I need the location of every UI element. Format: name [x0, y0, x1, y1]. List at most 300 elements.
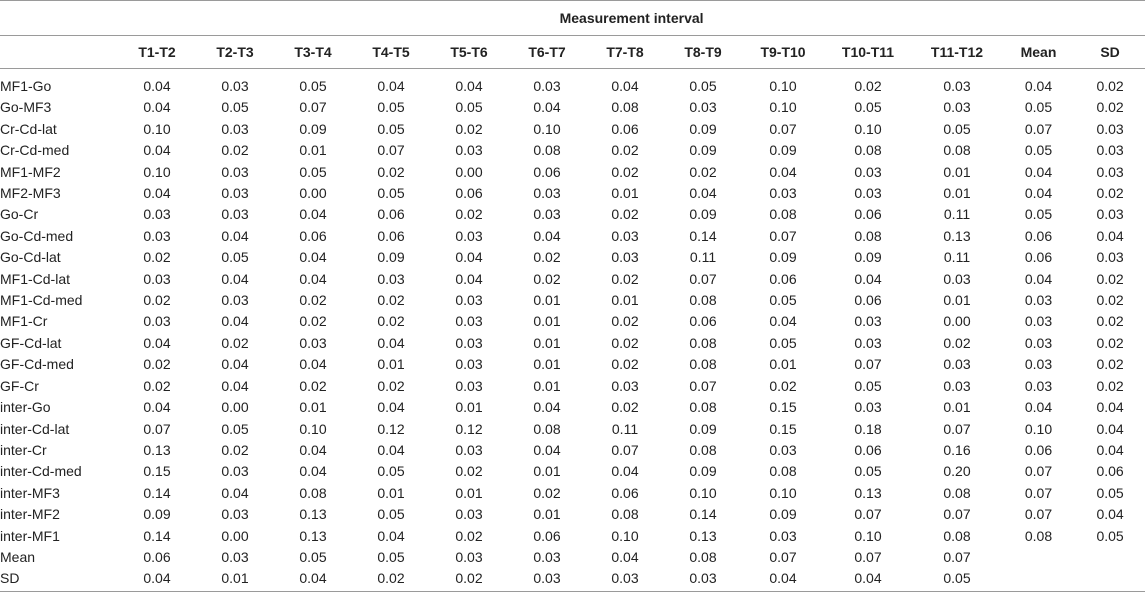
table-cell: 0.03 [143, 313, 171, 330]
table-cell: 0.01 [611, 185, 639, 202]
table-cell: 0.01 [769, 356, 797, 373]
table-cell: 0.06 [611, 120, 639, 137]
table-cell: 0.15 [143, 463, 171, 480]
table-cell: 0.04 [143, 334, 171, 351]
table-cell: 0.02 [221, 334, 249, 351]
table-cell: 0.12 [377, 420, 405, 437]
table-cell: 0.11 [689, 249, 717, 266]
table-cell: 0.07 [854, 356, 882, 373]
table-cell: 0.03 [611, 377, 639, 394]
table-cell: 0.06 [533, 527, 561, 544]
table-cell: 0.02 [352, 568, 430, 591]
table-cell: 0.01 [533, 377, 561, 394]
table-cell: 0.06 [455, 185, 483, 202]
table-cell: 0.02 [1096, 185, 1124, 202]
table-cell: 0.06 [1024, 227, 1053, 244]
table-cell: 0.04 [221, 270, 249, 287]
table-cell: 0.04 [143, 142, 171, 159]
table-cell: 0.04 [377, 334, 405, 351]
table-cell: 0.01 [533, 292, 561, 309]
table-cell: 0.04 [1024, 78, 1053, 94]
table-cell [1075, 568, 1145, 591]
table-cell: 0.02 [854, 78, 882, 94]
table-cell: 0.08 [611, 99, 639, 116]
table-cell: 0.06 [689, 313, 717, 330]
row-label: inter-MF3 [0, 484, 60, 501]
table-cell: 0.15 [769, 420, 797, 437]
row-label: inter-Cd-lat [0, 420, 70, 437]
table-cell: 0.09 [769, 249, 797, 266]
table-cell: 0.04 [143, 399, 171, 416]
table-cell: 0.13 [299, 527, 327, 544]
table-cell: 0.08 [1024, 527, 1053, 544]
table-cell: 0.03 [221, 185, 249, 202]
column-header: T10-T11 [824, 36, 912, 69]
table-cell: 0.01 [299, 399, 327, 416]
table-cell: 0.04 [769, 313, 797, 330]
table-cell: 0.05 [377, 463, 405, 480]
table-cell: 0.09 [689, 420, 717, 437]
table-cell: 0.02 [299, 313, 327, 330]
column-header: T2-T3 [196, 36, 274, 69]
table-cell: 0.04 [143, 185, 171, 202]
group-header: Measurement interval [118, 1, 1145, 36]
table-cell: 0.03 [533, 206, 561, 223]
table-row [0, 547, 1145, 568]
row-label: GF-Cd-lat [0, 334, 62, 351]
table-cell: 0.04 [611, 78, 639, 94]
row-label: MF2-MF3 [0, 185, 61, 202]
table-cell: 0.03 [854, 313, 882, 330]
row-label: MF1-Cr [0, 313, 48, 330]
table-cell: 0.03 [533, 78, 561, 94]
table-cell: 0.04 [118, 568, 196, 591]
table-cell: 0.04 [299, 206, 327, 223]
column-header: Mean [1002, 36, 1075, 69]
table-cell: 0.05 [943, 120, 971, 137]
table-cell: 0.05 [299, 163, 327, 180]
table-cell: 0.02 [533, 484, 561, 501]
table-cell: 0.04 [274, 568, 352, 591]
table-cell: 0.08 [689, 441, 717, 458]
table-cell: 0.20 [943, 463, 971, 480]
table-row [0, 183, 1145, 204]
table-cell: 0.08 [943, 142, 971, 159]
table-cell: 0.09 [854, 249, 882, 266]
table-cell: 0.06 [377, 206, 405, 223]
table-cell: 0.18 [854, 420, 882, 437]
table-cell: 0.07 [1024, 463, 1053, 480]
table-cell: 0.04 [143, 99, 171, 116]
table-cell: 0.09 [689, 463, 717, 480]
table-cell: 0.03 [1024, 313, 1053, 330]
table-cell: 0.07 [854, 548, 882, 565]
table-cell: 0.02 [221, 441, 249, 458]
table-cell: 0.06 [769, 270, 797, 287]
table-cell: 0.02 [611, 206, 639, 223]
table-cell: 0.03 [455, 377, 483, 394]
table-cell: 0.10 [143, 120, 171, 137]
table-cell: 0.04 [1096, 399, 1124, 416]
table-cell: 0.05 [1096, 484, 1124, 501]
table-row [0, 69, 1145, 98]
table-cell: 0.03 [221, 292, 249, 309]
row-label: Go-MF3 [0, 99, 52, 116]
table-cell: 0.02 [377, 163, 405, 180]
table-cell: 0.02 [377, 377, 405, 394]
table-cell: 0.05 [377, 120, 405, 137]
row-label-header [0, 1, 118, 36]
table-cell: 0.01 [533, 506, 561, 523]
table-cell: 0.04 [221, 227, 249, 244]
table-cell: 0.05 [854, 99, 882, 116]
table-cell: 0.01 [533, 463, 561, 480]
table-cell: 0.07 [299, 99, 327, 116]
table-cell: 0.02 [299, 377, 327, 394]
table-cell: 0.01 [943, 399, 971, 416]
table-cell: 0.07 [943, 420, 971, 437]
table-cell: 0.02 [943, 334, 971, 351]
table-cell: 0.03 [143, 206, 171, 223]
table-cell: 0.01 [455, 399, 483, 416]
table-cell: 0.10 [299, 420, 327, 437]
table-cell: 0.02 [1096, 270, 1124, 287]
row-label: Go-Cd-lat [0, 249, 61, 266]
table-cell: 0.04 [299, 270, 327, 287]
table-cell: 0.10 [533, 120, 561, 137]
table-row [0, 483, 1145, 504]
row-label: MF1-Go [0, 78, 52, 94]
table-row [0, 440, 1145, 461]
row-label: GF-Cr [0, 377, 39, 394]
row-label: inter-Go [0, 399, 51, 416]
table-cell: 0.03 [455, 142, 483, 159]
table-cell: 0.10 [854, 527, 882, 544]
table-cell: 0.02 [377, 313, 405, 330]
table-cell: 0.15 [769, 399, 797, 416]
table-cell: 0.06 [854, 292, 882, 309]
column-header: T5-T6 [430, 36, 508, 69]
table-cell: 0.03 [769, 185, 797, 202]
table-cell: 0.02 [1096, 292, 1124, 309]
table-cell: 0.14 [143, 527, 171, 544]
table-cell: 0.05 [1096, 527, 1124, 544]
table-row [0, 419, 1145, 440]
table-cell: 0.09 [769, 142, 797, 159]
table-cell: 0.06 [533, 163, 561, 180]
table-cell: 0.04 [533, 399, 561, 416]
table-cell: 0.02 [533, 249, 561, 266]
row-label: inter-MF1 [0, 527, 60, 544]
table-cell: 0.04 [1096, 506, 1124, 523]
table-cell [1002, 547, 1075, 568]
table-cell: 0.04 [533, 227, 561, 244]
table-cell: 0.04 [1096, 441, 1124, 458]
table-cell: 0.03 [943, 377, 971, 394]
table-cell: 0.09 [689, 142, 717, 159]
table-cell: 0.07 [1024, 120, 1053, 137]
table-cell: 0.02 [143, 377, 171, 394]
table-cell: 0.04 [533, 99, 561, 116]
table-cell: 0.03 [377, 270, 405, 287]
table-cell: 0.03 [1024, 334, 1053, 351]
table-cell: 0.07 [769, 120, 797, 137]
table-cell: 0.14 [143, 484, 171, 501]
table-cell: 0.06 [299, 227, 327, 244]
table-cell: 0.14 [689, 506, 717, 523]
table-cell: 0.03 [1024, 356, 1053, 373]
table-cell: 0.07 [1024, 506, 1053, 523]
table-cell: 0.07 [143, 420, 171, 437]
table-cell: 0.02 [611, 313, 639, 330]
table-cell: 0.10 [769, 99, 797, 116]
table-row [0, 162, 1145, 183]
table-cell: 0.05 [769, 292, 797, 309]
table-cell: 0.04 [611, 548, 639, 565]
table-cell: 0.03 [221, 506, 249, 523]
table-cell: 0.06 [854, 206, 882, 223]
table-cell: 0.09 [689, 120, 717, 137]
table-row [0, 247, 1145, 268]
table-cell: 0.06 [1024, 441, 1053, 458]
table-cell: 0.04 [769, 163, 797, 180]
table-cell: 0.03 [299, 334, 327, 351]
table-cell: 0.03 [508, 568, 586, 591]
table-cell: 0.08 [769, 206, 797, 223]
table-cell: 0.01 [455, 484, 483, 501]
table-cell: 0.07 [854, 506, 882, 523]
table-cell: 0.03 [1024, 292, 1053, 309]
table-cell: 0.02 [430, 568, 508, 591]
table-cell: 0.03 [455, 292, 483, 309]
table-cell: 0.02 [1096, 99, 1124, 116]
table-cell: 0.07 [377, 142, 405, 159]
table-cell: 0.07 [769, 548, 797, 565]
table-cell: 0.10 [769, 78, 797, 94]
table-cell: 0.02 [611, 142, 639, 159]
table-cell: 0.04 [455, 78, 483, 94]
table-cell: 0.02 [455, 527, 483, 544]
table-cell: 0.03 [455, 506, 483, 523]
table-cell: 0.05 [377, 185, 405, 202]
row-label: SD [0, 568, 118, 591]
table-cell: 0.04 [299, 441, 327, 458]
table-cell: 0.04 [221, 484, 249, 501]
table-cell: 0.02 [455, 206, 483, 223]
table-cell: 0.04 [377, 441, 405, 458]
table-cell: 0.03 [221, 548, 249, 565]
table-cell: 0.03 [533, 548, 561, 565]
table-cell: 0.01 [533, 313, 561, 330]
table-cell: 0.08 [533, 142, 561, 159]
table-cell: 0.03 [943, 270, 971, 287]
table-cell: 0.04 [299, 249, 327, 266]
table-cell: 0.07 [689, 377, 717, 394]
table-cell: 0.02 [611, 399, 639, 416]
table-cell: 0.09 [769, 506, 797, 523]
table-row [0, 140, 1145, 161]
table-cell: 0.02 [689, 163, 717, 180]
table-cell: 0.10 [1024, 420, 1053, 437]
table-cell: 0.08 [533, 420, 561, 437]
table-cell: 0.02 [221, 142, 249, 159]
table-cell: 0.00 [299, 185, 327, 202]
table-cell: 0.07 [943, 548, 971, 565]
table-cell: 0.11 [943, 249, 971, 266]
table-cell: 0.02 [143, 249, 171, 266]
table-cell: 0.12 [455, 420, 483, 437]
table-cell: 0.05 [377, 506, 405, 523]
table-row [0, 97, 1145, 118]
table-cell: 0.14 [689, 227, 717, 244]
table-cell: 0.03 [943, 78, 971, 94]
table-cell: 0.02 [769, 377, 797, 394]
table-cell: 0.03 [221, 163, 249, 180]
table-row [0, 311, 1145, 332]
table-cell: 0.01 [299, 142, 327, 159]
row-label: MF1-MF2 [0, 163, 61, 180]
table-cell: 0.10 [611, 527, 639, 544]
table-cell: 0.01 [377, 356, 405, 373]
table-row [0, 504, 1145, 525]
table-cell: 0.00 [221, 399, 249, 416]
table-cell: 0.04 [221, 356, 249, 373]
table-cell: 0.09 [377, 249, 405, 266]
table-cell [1075, 547, 1145, 568]
table-cell: 0.08 [769, 463, 797, 480]
table-cell: 0.03 [854, 334, 882, 351]
table-cell: 0.02 [611, 334, 639, 351]
table-cell: 0.04 [377, 78, 405, 94]
table-cell: 0.06 [611, 484, 639, 501]
table-cell: 0.03 [1096, 249, 1124, 266]
table-cell: 0.04 [377, 399, 405, 416]
table-cell: 0.08 [689, 292, 717, 309]
table-cell: 0.02 [611, 356, 639, 373]
table-cell: 0.03 [455, 227, 483, 244]
table-cell: 0.08 [689, 334, 717, 351]
table-cell: 0.02 [143, 292, 171, 309]
row-label: inter-Cd-med [0, 463, 82, 480]
table-cell: 0.02 [1096, 356, 1124, 373]
column-header: T6-T7 [508, 36, 586, 69]
table-cell: 0.05 [299, 78, 327, 94]
table-cell: 0.03 [943, 99, 971, 116]
table-cell: 0.00 [455, 163, 483, 180]
row-label: inter-Cr [0, 441, 47, 458]
table-cell: 0.13 [143, 441, 171, 458]
table-cell: 0.02 [377, 292, 405, 309]
table-row [0, 461, 1145, 482]
table-cell: 0.10 [143, 163, 171, 180]
table-cell: 0.01 [196, 568, 274, 591]
row-label: Go-Cr [0, 206, 39, 223]
table-cell: 0.11 [611, 420, 639, 437]
table-row [0, 568, 1145, 591]
table-cell: 0.05 [769, 334, 797, 351]
table-cell: 0.04 [854, 270, 882, 287]
table-cell: 0.00 [221, 527, 249, 544]
row-label: Cr-Cd-lat [0, 120, 57, 137]
column-header: T7-T8 [586, 36, 664, 69]
table-cell: 0.04 [1096, 227, 1124, 244]
table-cell: 0.07 [943, 506, 971, 523]
table-row [0, 397, 1145, 418]
table-cell: 0.04 [689, 185, 717, 202]
table-row [0, 119, 1145, 140]
table-cell: 0.08 [689, 356, 717, 373]
table-cell: 0.08 [611, 506, 639, 523]
table-cell: 0.06 [854, 441, 882, 458]
table-cell: 0.03 [533, 185, 561, 202]
table-cell: 0.04 [299, 463, 327, 480]
table-cell: 0.03 [611, 249, 639, 266]
table-cell: 0.03 [769, 527, 797, 544]
table-cell: 0.05 [1024, 99, 1053, 116]
column-header: T9-T10 [742, 36, 824, 69]
table-cell: 0.01 [943, 292, 971, 309]
table-cell: 0.05 [299, 548, 327, 565]
table-cell: 0.05 [221, 99, 249, 116]
table-cell: 0.00 [943, 313, 971, 330]
table-cell: 0.03 [1096, 120, 1124, 137]
column-header: T3-T4 [274, 36, 352, 69]
row-label-column-header [0, 36, 118, 69]
column-header: SD [1075, 36, 1145, 69]
table-cell: 0.02 [1096, 377, 1124, 394]
table-cell: 0.09 [143, 506, 171, 523]
table-cell: 0.02 [299, 292, 327, 309]
row-label: Go-Cd-med [0, 227, 74, 244]
table-cell: 0.03 [221, 120, 249, 137]
row-label: MF1-Cd-med [0, 292, 83, 309]
table-cell: 0.06 [1024, 249, 1053, 266]
table-row [0, 333, 1145, 354]
table-cell: 0.04 [1024, 185, 1053, 202]
table-cell: 0.03 [854, 163, 882, 180]
table-row [0, 269, 1145, 290]
table-cell: 0.05 [854, 377, 882, 394]
table-cell: 0.03 [455, 548, 483, 565]
table-cell: 0.03 [455, 334, 483, 351]
table-cell: 0.03 [143, 227, 171, 244]
column-header: T8-T9 [664, 36, 742, 69]
row-label: inter-MF2 [0, 506, 60, 523]
table-cell: 0.04 [824, 568, 912, 591]
table-cell: 0.03 [1096, 206, 1124, 223]
table-cell: 0.16 [943, 441, 971, 458]
table-cell: 0.05 [1024, 142, 1053, 159]
table-cell: 0.01 [377, 484, 405, 501]
table-cell: 0.08 [854, 142, 882, 159]
table-cell: 0.04 [1096, 420, 1124, 437]
table-row [0, 526, 1145, 547]
table-cell: 0.05 [455, 99, 483, 116]
table-cell: 0.04 [221, 313, 249, 330]
table-cell: 0.10 [854, 120, 882, 137]
table-cell: 0.04 [742, 568, 824, 591]
table-cell: 0.04 [377, 527, 405, 544]
table-cell: 0.02 [611, 270, 639, 287]
table-cell: 0.03 [689, 99, 717, 116]
row-label: Cr-Cd-med [0, 142, 70, 159]
table-cell: 0.02 [1096, 313, 1124, 330]
table-cell: 0.08 [689, 399, 717, 416]
table-cell: 0.06 [143, 548, 171, 565]
table-cell: 0.04 [143, 78, 171, 94]
table-cell: 0.10 [689, 484, 717, 501]
table-cell: 0.03 [586, 568, 664, 591]
